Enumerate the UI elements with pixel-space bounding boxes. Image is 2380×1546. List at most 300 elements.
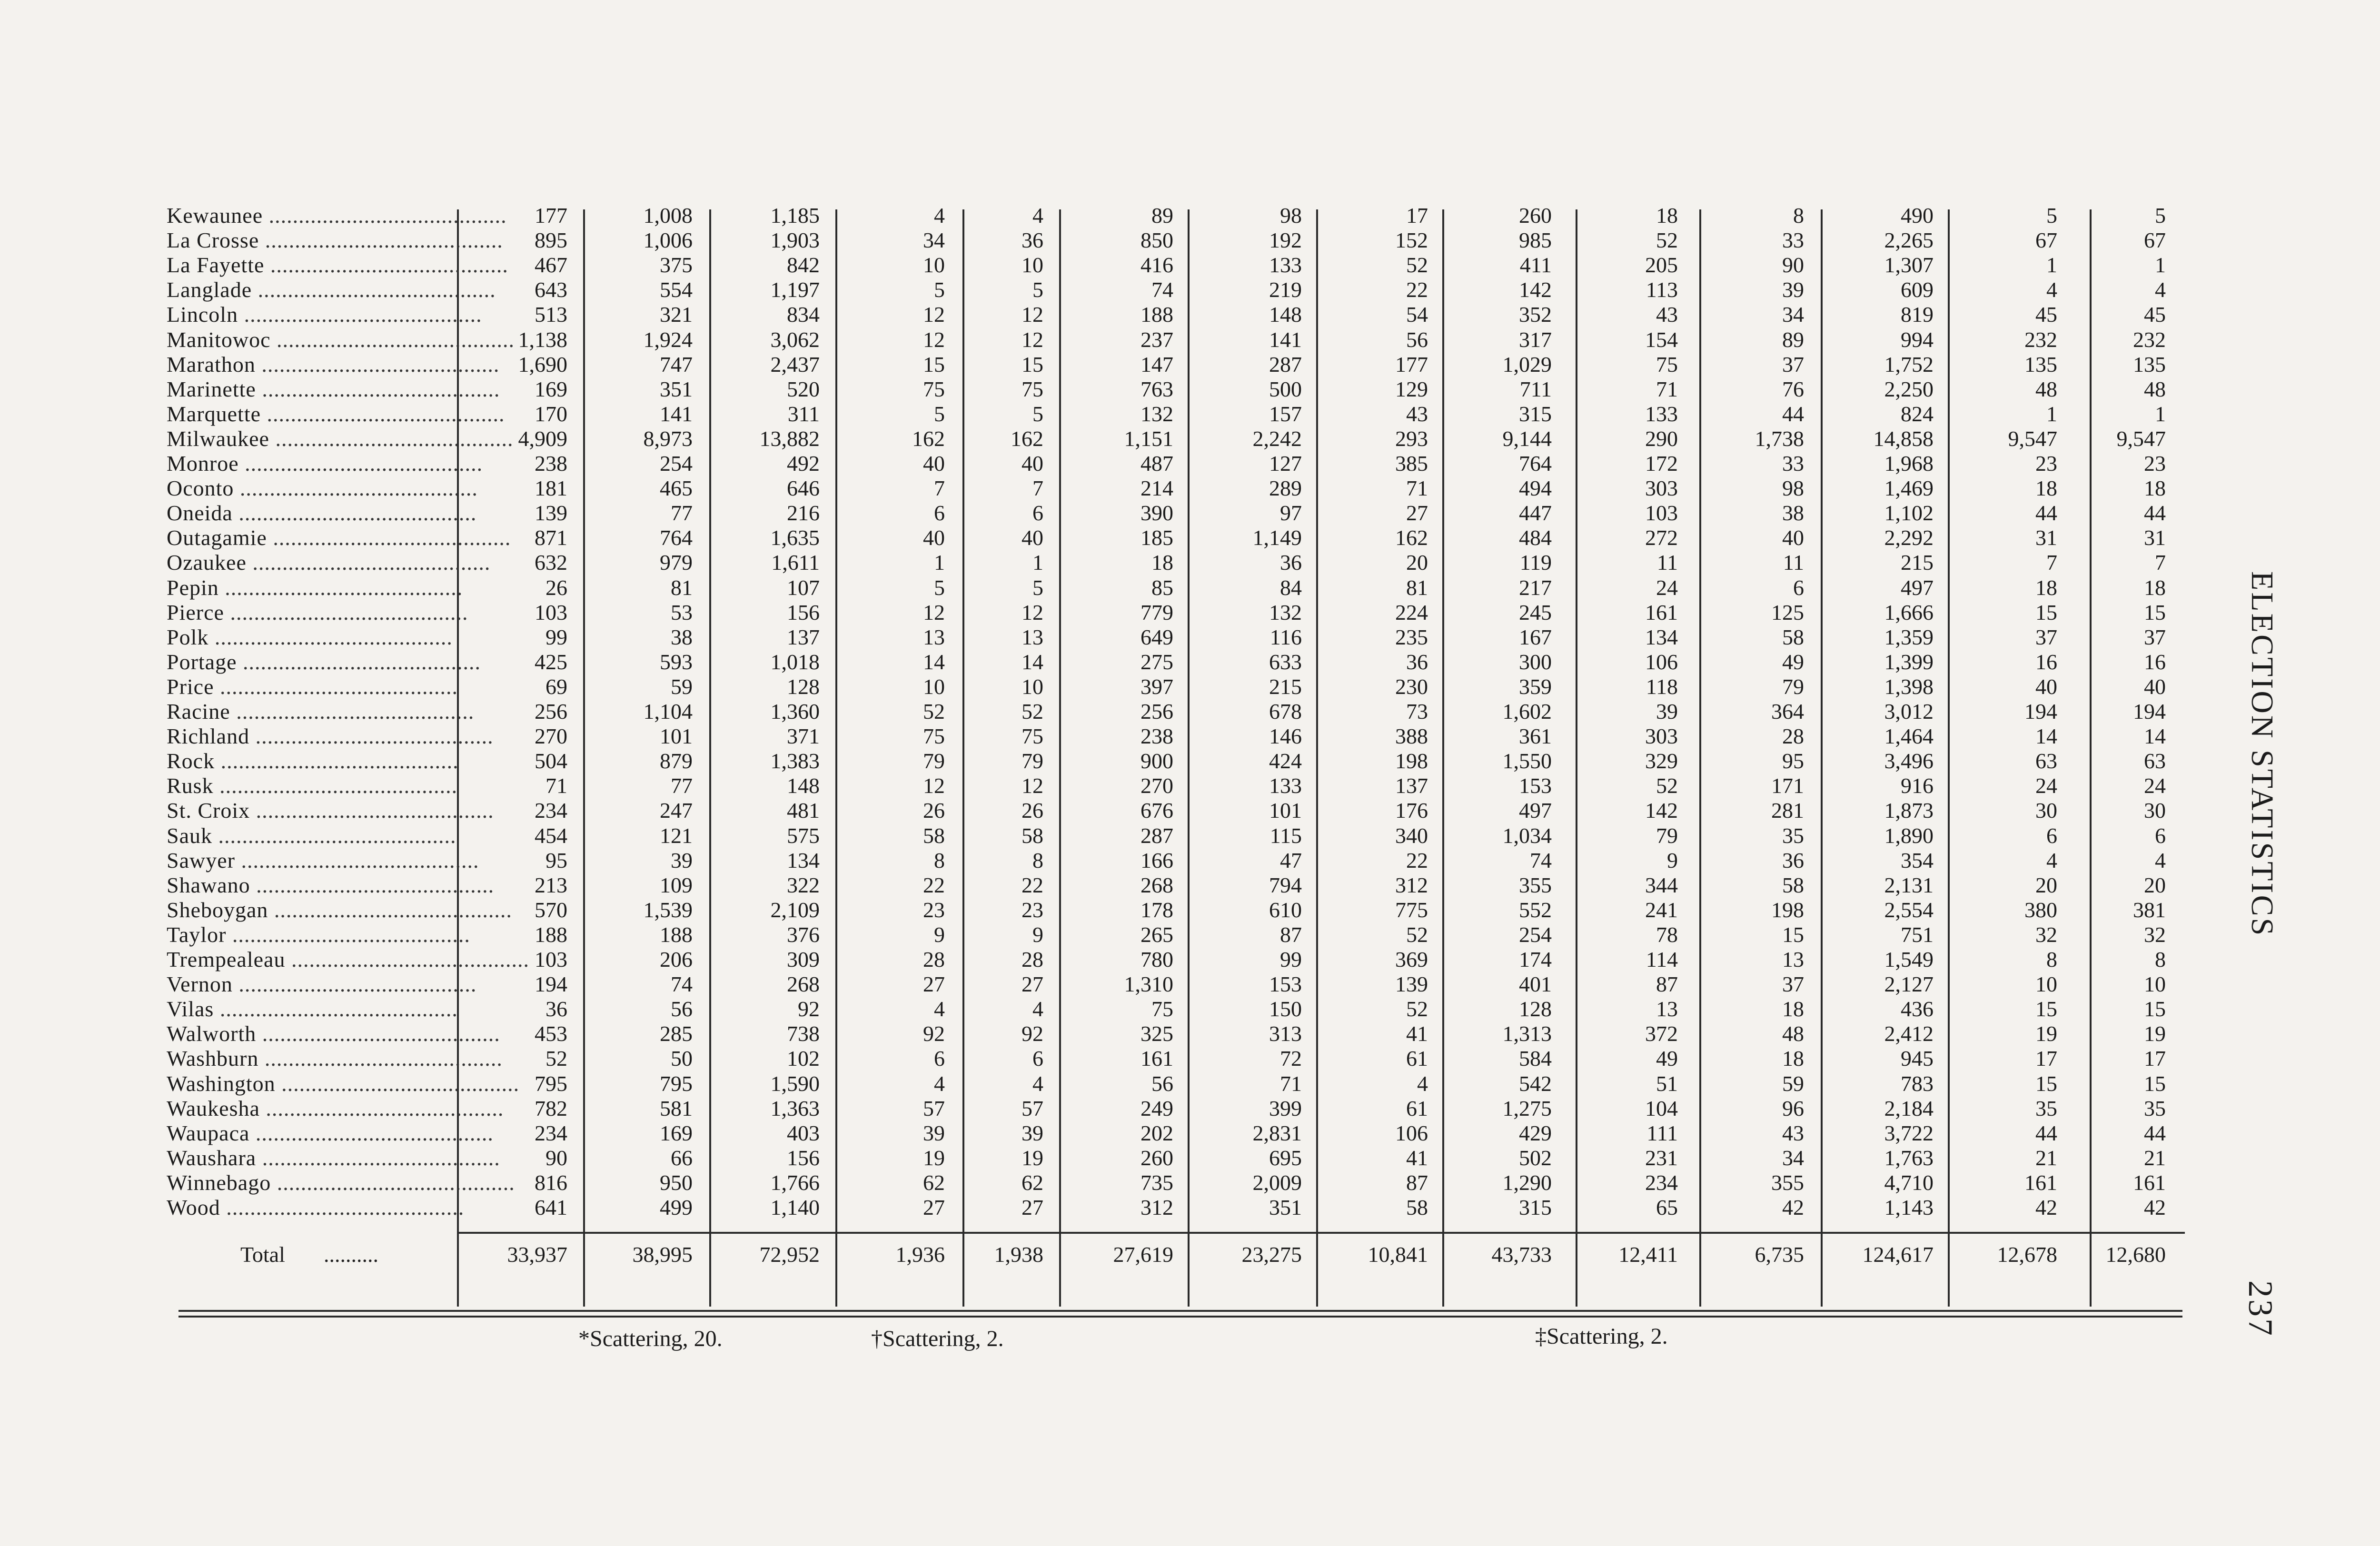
vote-count: 34 — [1782, 1145, 1804, 1170]
county-name-text: Milwaukee — [167, 426, 269, 451]
vote-count: 494 — [1519, 476, 1552, 501]
vote-count: 300 — [1519, 649, 1552, 674]
vote-count: 303 — [1645, 724, 1678, 749]
vote-count: 104 — [1645, 1096, 1678, 1120]
vote-count: 128 — [1519, 997, 1552, 1021]
county-name-text: Oconto — [167, 476, 234, 501]
vote-count: 322 — [787, 872, 820, 897]
vote-count: 73 — [1406, 699, 1428, 723]
county-name — [167, 1071, 520, 1096]
vote-count: 161 — [2024, 1170, 2057, 1195]
vote-count: 36 — [1280, 550, 1302, 575]
vote-count: 552 — [1519, 897, 1552, 922]
vote-count: 850 — [1140, 228, 1173, 253]
vote-count: 101 — [1269, 798, 1302, 823]
vote-count: 161 — [1140, 1046, 1173, 1071]
vote-count: 403 — [787, 1120, 820, 1145]
vote-count: 27 — [923, 972, 945, 997]
vote-count: 66 — [671, 1145, 693, 1170]
vote-count: 98 — [1280, 203, 1302, 228]
vote-count: 215 — [1901, 550, 1934, 575]
vote-count: 19 — [2035, 1021, 2057, 1046]
vote-count: 344 — [1645, 872, 1678, 897]
vote-count: 30 — [2144, 798, 2166, 823]
vote-count: 58 — [923, 823, 945, 848]
vote-count: 23 — [923, 897, 945, 922]
vote-count: 5 — [1032, 575, 1043, 600]
vote-count: 40 — [923, 451, 945, 476]
county-name-text: La Fayette — [167, 253, 265, 277]
vote-count: 33 — [1782, 228, 1804, 253]
vote-count: 161 — [2133, 1170, 2166, 1195]
county-name-text: Racine — [167, 699, 230, 723]
vote-count: 59 — [671, 674, 693, 699]
county-name-text: Marathon — [167, 352, 256, 377]
leader-dots: ........................................ — [267, 525, 511, 550]
vote-count: 325 — [1140, 1021, 1173, 1046]
vote-count: 293 — [1395, 426, 1428, 451]
vote-count: 312 — [1395, 872, 1428, 897]
vote-count: 76 — [1782, 377, 1804, 401]
vote-count: 133 — [1269, 773, 1302, 798]
vote-count: 92 — [923, 1021, 945, 1046]
vote-count: 371 — [787, 724, 820, 749]
vote-count: 6 — [1032, 1046, 1043, 1071]
vote-count: 354 — [1901, 848, 1934, 872]
vote-count: 24 — [1656, 575, 1678, 600]
vote-count: 9 — [934, 922, 945, 947]
vote-count: 27 — [1021, 972, 1043, 997]
vote-count: 735 — [1140, 1170, 1173, 1195]
vote-count: 1,008 — [643, 203, 693, 228]
vote-count: 502 — [1519, 1145, 1552, 1170]
vote-count: 132 — [1140, 401, 1173, 426]
vote-count: 162 — [1395, 525, 1428, 550]
county-name — [167, 1145, 500, 1170]
vote-count: 42 — [1782, 1195, 1804, 1219]
leader-dots: ........................................ — [235, 848, 479, 872]
vote-count: 795 — [535, 1071, 567, 1096]
leader-dots: ........................................ — [250, 872, 495, 897]
vote-count: 782 — [535, 1096, 567, 1120]
vote-count: 5 — [934, 401, 945, 426]
total-value: 1,938 — [994, 1242, 1043, 1267]
county-name-text: Trempealeau — [167, 947, 286, 971]
vote-count: 632 — [535, 550, 567, 575]
vote-count: 10 — [2144, 972, 2166, 997]
vote-count: 303 — [1645, 476, 1678, 501]
vote-count: 2,131 — [1884, 872, 1934, 897]
footnote-scattering-20: *Scattering, 20. — [578, 1326, 723, 1351]
vote-count: 125 — [1771, 600, 1804, 624]
county-name-text: Sawyer — [167, 848, 235, 872]
county-name-text: Sheboygan — [167, 897, 268, 922]
vote-count: 2,250 — [1884, 377, 1934, 401]
vote-count: 99 — [1280, 947, 1302, 971]
vote-count: 3,722 — [1884, 1120, 1934, 1145]
vote-count: 156 — [787, 1145, 820, 1170]
county-name — [167, 501, 477, 525]
vote-count: 2,437 — [770, 352, 820, 377]
vote-count: 15 — [2035, 1071, 2057, 1096]
vote-count: 1,464 — [1884, 724, 1934, 749]
vote-count: 4,710 — [1884, 1170, 1934, 1195]
vote-count: 1,006 — [643, 228, 693, 253]
vote-count: 10 — [1021, 674, 1043, 699]
vote-count: 194 — [2133, 699, 2166, 723]
vote-count: 1,102 — [1884, 501, 1934, 525]
vote-count: 311 — [787, 401, 820, 426]
vote-count: 5 — [934, 575, 945, 600]
vote-count: 416 — [1140, 253, 1173, 277]
county-name — [167, 228, 503, 253]
vote-count: 71 — [1406, 476, 1428, 501]
vote-count: 979 — [660, 550, 693, 575]
county-name — [167, 649, 481, 674]
vote-count: 106 — [1645, 649, 1678, 674]
vote-count: 329 — [1645, 749, 1678, 773]
vote-count: 1,151 — [1124, 426, 1173, 451]
vote-count: 281 — [1771, 798, 1804, 823]
leader-dots: .......... — [324, 1242, 378, 1267]
vote-count: 380 — [2024, 897, 2057, 922]
vote-count: 12 — [1021, 327, 1043, 352]
vote-count: 4 — [2155, 848, 2166, 872]
county-name — [167, 401, 505, 426]
vote-count: 5 — [1032, 277, 1043, 302]
vote-count: 1,149 — [1252, 525, 1302, 550]
vote-count: 16 — [2144, 649, 2166, 674]
county-name — [167, 550, 491, 575]
vote-count: 162 — [1011, 426, 1043, 451]
vote-count: 381 — [2133, 897, 2166, 922]
leader-dots: ........................................ — [214, 674, 458, 699]
vote-count: 74 — [671, 972, 693, 997]
total-value: 124,617 — [1862, 1242, 1934, 1267]
leader-dots: ........................................ — [252, 277, 496, 302]
vote-count: 8 — [1032, 848, 1043, 872]
vote-count: 3,496 — [1884, 749, 1934, 773]
vote-count: 21 — [2035, 1145, 2057, 1170]
vote-count: 23 — [2035, 451, 2057, 476]
vote-count: 17 — [1406, 203, 1428, 228]
vote-count: 77 — [671, 501, 693, 525]
vote-count: 42 — [2035, 1195, 2057, 1219]
leader-dots: ........................................ — [269, 426, 514, 451]
vote-count: 18 — [1782, 997, 1804, 1021]
vote-count: 178 — [1140, 897, 1173, 922]
vote-count: 1,104 — [643, 699, 693, 723]
vote-count: 12 — [923, 600, 945, 624]
vote-count: 89 — [1782, 327, 1804, 352]
vote-count: 176 — [1395, 798, 1428, 823]
vote-count: 9,144 — [1502, 426, 1552, 451]
vote-count: 97 — [1280, 501, 1302, 525]
vote-count: 2,009 — [1252, 1170, 1302, 1195]
county-name — [167, 972, 477, 997]
vote-count: 411 — [1519, 253, 1552, 277]
vote-count: 351 — [660, 377, 693, 401]
vote-count: 1,590 — [770, 1071, 820, 1096]
vote-count: 1,143 — [1884, 1195, 1934, 1219]
vote-count: 67 — [2144, 228, 2166, 253]
total-value: 38,995 — [632, 1242, 693, 1267]
county-name — [167, 848, 479, 873]
county-name-text: Pepin — [167, 575, 219, 600]
vote-count: 148 — [1269, 302, 1302, 327]
vote-count: 48 — [1782, 1021, 1804, 1046]
vote-count: 217 — [1519, 575, 1552, 600]
vote-count: 2,184 — [1884, 1096, 1934, 1120]
vote-count: 12 — [1021, 600, 1043, 624]
vote-count: 24 — [2144, 773, 2166, 798]
vote-count: 22 — [1021, 872, 1043, 897]
vote-count: 6 — [934, 1046, 945, 1071]
total-label: Total — [240, 1242, 285, 1267]
vote-count: 1 — [934, 550, 945, 575]
leader-dots: ........................................ — [264, 253, 508, 277]
county-name — [167, 823, 456, 848]
county-name-text: Washington — [167, 1071, 276, 1096]
vote-count: 101 — [660, 724, 693, 749]
vote-count: 397 — [1140, 674, 1173, 699]
vote-count: 11 — [1783, 550, 1804, 575]
vote-count: 35 — [2144, 1096, 2166, 1120]
county-name — [167, 1096, 504, 1121]
vote-count: 1,360 — [770, 699, 820, 723]
vote-count: 695 — [1269, 1145, 1302, 1170]
vote-count: 49 — [1782, 649, 1804, 674]
vote-count: 53 — [671, 600, 693, 624]
vote-count: 62 — [923, 1170, 945, 1195]
vote-count: 235 — [1395, 624, 1428, 649]
vote-count: 1,363 — [770, 1096, 820, 1120]
vote-count: 842 — [787, 253, 820, 277]
vote-count: 751 — [1901, 922, 1934, 947]
vote-count: 238 — [1140, 724, 1173, 749]
vote-count: 315 — [1519, 401, 1552, 426]
vote-count: 1 — [2046, 253, 2057, 277]
vote-count: 69 — [545, 674, 567, 699]
county-name — [167, 476, 478, 501]
leader-dots: ........................................ — [226, 922, 470, 947]
vote-count: 372 — [1645, 1021, 1678, 1046]
vote-count: 147 — [1140, 352, 1173, 377]
vote-count: 63 — [2144, 749, 2166, 773]
vote-count: 65 — [1656, 1195, 1678, 1219]
vote-count: 2,831 — [1252, 1120, 1302, 1145]
vote-count: 447 — [1519, 501, 1552, 525]
vote-count: 1,399 — [1884, 649, 1934, 674]
county-name-text: Monroe — [167, 451, 239, 476]
vote-count: 14 — [2035, 724, 2057, 749]
vote-count: 162 — [912, 426, 945, 451]
vote-count: 369 — [1395, 947, 1428, 971]
vote-count: 2,127 — [1884, 972, 1934, 997]
county-name — [167, 897, 512, 922]
county-name-text: Outagamie — [167, 525, 267, 550]
vote-count: 44 — [2035, 1120, 2057, 1145]
vote-count: 4 — [2046, 277, 2057, 302]
leader-dots: ........................................ — [263, 203, 507, 228]
vote-count: 202 — [1140, 1120, 1173, 1145]
vote-count: 172 — [1645, 451, 1678, 476]
vote-count: 75 — [923, 377, 945, 401]
vote-count: 1,539 — [643, 897, 693, 922]
vote-count: 492 — [787, 451, 820, 476]
vote-count: 1,359 — [1884, 624, 1934, 649]
vote-count: 795 — [660, 1071, 693, 1096]
vote-count: 309 — [787, 947, 820, 971]
vote-count: 75 — [1021, 377, 1043, 401]
vote-count: 3,012 — [1884, 699, 1934, 723]
vote-count: 135 — [2133, 352, 2166, 377]
vote-count: 36 — [1406, 649, 1428, 674]
vote-count: 34 — [923, 228, 945, 253]
vote-count: 17 — [2035, 1046, 2057, 1071]
vote-count: 127 — [1269, 451, 1302, 476]
vote-count: 35 — [1782, 823, 1804, 848]
vote-count: 268 — [787, 972, 820, 997]
vote-count: 270 — [1140, 773, 1173, 798]
county-name — [167, 302, 482, 327]
vote-count: 497 — [1901, 575, 1934, 600]
vote-count: 5 — [2046, 203, 2057, 228]
vote-count: 40 — [2035, 674, 2057, 699]
county-name — [167, 947, 529, 972]
vote-count: 287 — [1140, 823, 1173, 848]
county-name-text: Pierce — [167, 600, 224, 624]
vote-count: 18 — [1151, 550, 1173, 575]
vote-count: 15 — [1021, 352, 1043, 377]
vote-count: 260 — [1140, 1145, 1173, 1170]
vote-count: 711 — [1519, 377, 1552, 401]
vote-count: 678 — [1269, 699, 1302, 723]
vote-count: 824 — [1901, 401, 1934, 426]
vote-count: 14 — [2144, 724, 2166, 749]
vote-count: 96 — [1782, 1096, 1804, 1120]
vote-count: 18 — [1656, 203, 1678, 228]
vote-count: 4 — [934, 203, 945, 228]
vote-count: 77 — [671, 773, 693, 798]
vote-count: 135 — [2024, 352, 2057, 377]
vote-count: 50 — [671, 1046, 693, 1071]
vote-count: 9 — [1032, 922, 1043, 947]
vote-count: 649 — [1140, 624, 1173, 649]
vote-count: 36 — [1021, 228, 1043, 253]
vote-count: 16 — [2035, 649, 2057, 674]
vote-count: 51 — [1656, 1071, 1678, 1096]
vote-count: 985 — [1519, 228, 1552, 253]
vote-count: 13 — [1782, 947, 1804, 971]
county-name — [167, 674, 458, 699]
vote-count: 950 — [660, 1170, 693, 1195]
vote-count: 157 — [1269, 401, 1302, 426]
vote-count: 174 — [1519, 947, 1552, 971]
vote-count: 1,197 — [770, 277, 820, 302]
vote-count: 169 — [660, 1120, 693, 1145]
vote-count: 497 — [1519, 798, 1552, 823]
vote-count: 150 — [1269, 997, 1302, 1021]
vote-count: 146 — [1269, 724, 1302, 749]
vote-count: 481 — [787, 798, 820, 823]
vote-count: 52 — [545, 1046, 567, 1071]
vote-count: 32 — [2035, 922, 2057, 947]
county-name-text: Price — [167, 674, 214, 699]
vote-count: 219 — [1269, 277, 1302, 302]
vote-count: 74 — [1530, 848, 1552, 872]
vote-count: 390 — [1140, 501, 1173, 525]
vote-count: 399 — [1269, 1096, 1302, 1120]
vote-count: 52 — [1406, 997, 1428, 1021]
vote-count: 4 — [1032, 1071, 1043, 1096]
vote-count: 401 — [1519, 972, 1552, 997]
vote-count: 2,292 — [1884, 525, 1934, 550]
leader-dots: ........................................ — [213, 773, 458, 798]
vote-count: 4 — [2046, 848, 2057, 872]
vote-count: 62 — [1021, 1170, 1043, 1195]
vote-count: 500 — [1269, 377, 1302, 401]
vote-count: 1,602 — [1502, 699, 1552, 723]
county-name-text: Walworth — [167, 1021, 257, 1046]
county-name-text: Polk — [167, 624, 209, 649]
vote-count: 26 — [1021, 798, 1043, 823]
vote-count: 216 — [787, 501, 820, 525]
leader-dots: ........................................ — [230, 699, 475, 723]
vote-count: 916 — [1901, 773, 1934, 798]
county-name — [167, 203, 507, 228]
vote-count: 37 — [2144, 624, 2166, 649]
vote-count: 7 — [1032, 476, 1043, 501]
vote-count: 103 — [1645, 501, 1678, 525]
vote-count: 542 — [1519, 1071, 1552, 1096]
vote-count: 241 — [1645, 897, 1678, 922]
vote-count: 45 — [2035, 302, 2057, 327]
vote-count: 352 — [1519, 302, 1552, 327]
vote-count: 11 — [1656, 550, 1678, 575]
vote-count: 12 — [1021, 302, 1043, 327]
vote-count: 78 — [1656, 922, 1678, 947]
leader-dots: ........................................ — [249, 724, 494, 749]
county-name — [167, 798, 494, 823]
vote-count: 268 — [1140, 872, 1173, 897]
vote-count: 139 — [535, 501, 567, 525]
vote-count: 12 — [923, 773, 945, 798]
vote-count: 1,275 — [1502, 1096, 1552, 1120]
county-name — [167, 352, 500, 377]
vote-count: 1,290 — [1502, 1170, 1552, 1195]
vote-count: 436 — [1901, 997, 1934, 1021]
leader-dots: ........................................ — [259, 1096, 504, 1120]
vote-count: 312 — [1140, 1195, 1173, 1219]
vote-count: 490 — [1901, 203, 1934, 228]
vote-count: 153 — [1269, 972, 1302, 997]
vote-count: 1,635 — [770, 525, 820, 550]
county-name-text: Vernon — [167, 972, 233, 997]
vote-count: 95 — [545, 848, 567, 872]
vote-count: 116 — [1269, 624, 1302, 649]
vote-count: 234 — [535, 1120, 567, 1145]
vote-count: 1,873 — [1884, 798, 1934, 823]
vote-count: 3,062 — [770, 327, 820, 352]
vote-count: 27 — [923, 1195, 945, 1219]
vote-count: 375 — [660, 253, 693, 277]
vote-count: 763 — [1140, 377, 1173, 401]
vote-count: 764 — [1519, 451, 1552, 476]
total-value: 43,733 — [1491, 1242, 1552, 1267]
vote-count: 425 — [535, 649, 567, 674]
vote-count: 8 — [934, 848, 945, 872]
